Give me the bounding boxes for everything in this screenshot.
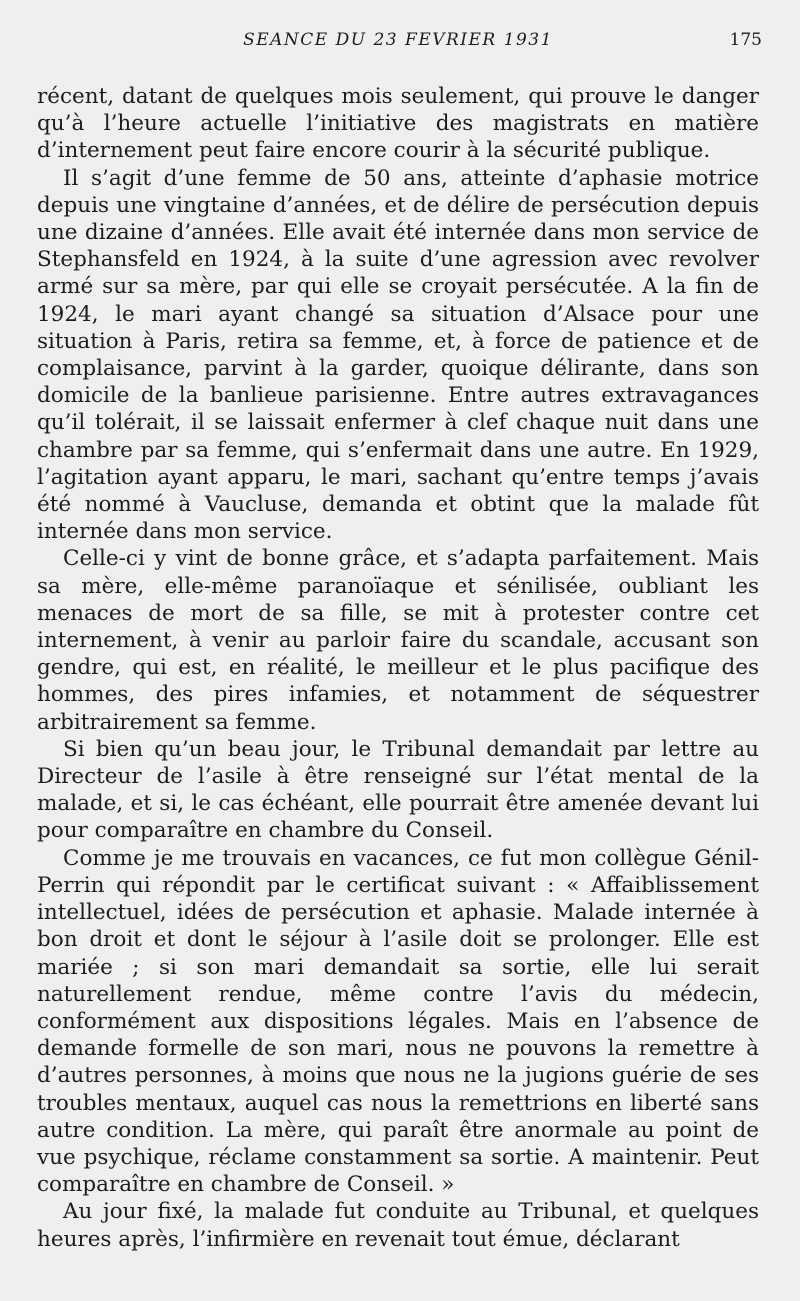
paragraph: Il s’agit d’une femme de 50 ans, atteinte d’aphasie motrice depuis une vingtaine d’années, et de délire de persécution depuis une dizaine d’années. Elle avait été internée dans mon service de Stephansfeld en 1924, à la suite d’une agression avec revolver armé sur sa mère, par qui elle se croyait persécutée. A la fin de 1924, le mari ayant changé sa situation d’Alsace pour une situation à Paris, retira sa femme, et, à force de patience et de complaisance, parvint à la garder, quoique délirante, dans son domicile de la banlieue parisienne. Entre autres extravagances qu’il tolérait, il se laissait enfermer à clef chaque nuit dans une chambre par sa femme, qui s’enfermait dans une autre. En 1929, l’agitation ayant apparu, le mari, sachant qu’entre temps j’avais été nommé à Vaucluse, demanda et obtint que la malade fût internée dans mon service. (37, 165, 759, 545)
paragraph: Au jour fixé, la malade fut conduite au Tribunal, et quelques heures après, l’infirmière en revenait tout émue, déclarant (37, 1199, 759, 1252)
paragraph: Comme je me trouvais en vacances, ce fut mon collègue Génil-Perrin qui répondit par le certificat suivant : « Affaiblissement intellectuel, idées de persécution et aphasie. Malade internée à bon droit et dont le séjour à l’asile doit se prolonger. Elle est mariée ; si son mari demandait sa sortie, elle lui serait naturellement rendue, même contre l’avis du médecin, conformément aux dispositions légales. Mais en l’absence de demande formelle de son mari, nous ne pouvons la remettre à d’autres personnes, à moins que nous ne la jugions guérie de ses troubles mentaux, auquel cas nous la remettrions en liberté sans autre condition. La mère, qui paraît être anormale au point de vue psychique, réclame constamment sa sortie. A maintenir. Peut comparaître en chambre de Conseil. » (37, 845, 759, 1198)
paragraph: Si bien qu’un beau jour, le Tribunal demandait par lettre au Directeur de l’asile à être renseigné sur l’état mental de la malade, et si, le cas échéant, elle pourrait être amenée devant lui pour comparaître en chambre du Conseil. (37, 736, 759, 844)
paragraph: récent, datant de quelques mois seulement, qui prouve le danger qu’à l’heure actuelle l’initiative des magistrats en matière d’internement peut faire encore courir à la sécurité publique. (37, 84, 759, 164)
page-number: 175 (729, 30, 762, 50)
body-text (37, 83, 759, 1253)
page-header (34, 30, 762, 60)
paragraph: Celle-ci y vint de bonne grâce, et s’adapta parfaitement. Mais sa mère, elle-même paranoïaque et sénilisée, oubliant les menaces de mort de sa fille, se mit à protester contre cet internement, à venir au parloir faire du scandale, accusant son gendre, qui est, en réalité, le meilleur et le plus pacifique des hommes, des pires infamies, et notamment de séquestrer arbitrairement sa femme. (37, 546, 759, 735)
running-title: SEANCE DU 23 FEVRIER 1931 (243, 30, 553, 50)
